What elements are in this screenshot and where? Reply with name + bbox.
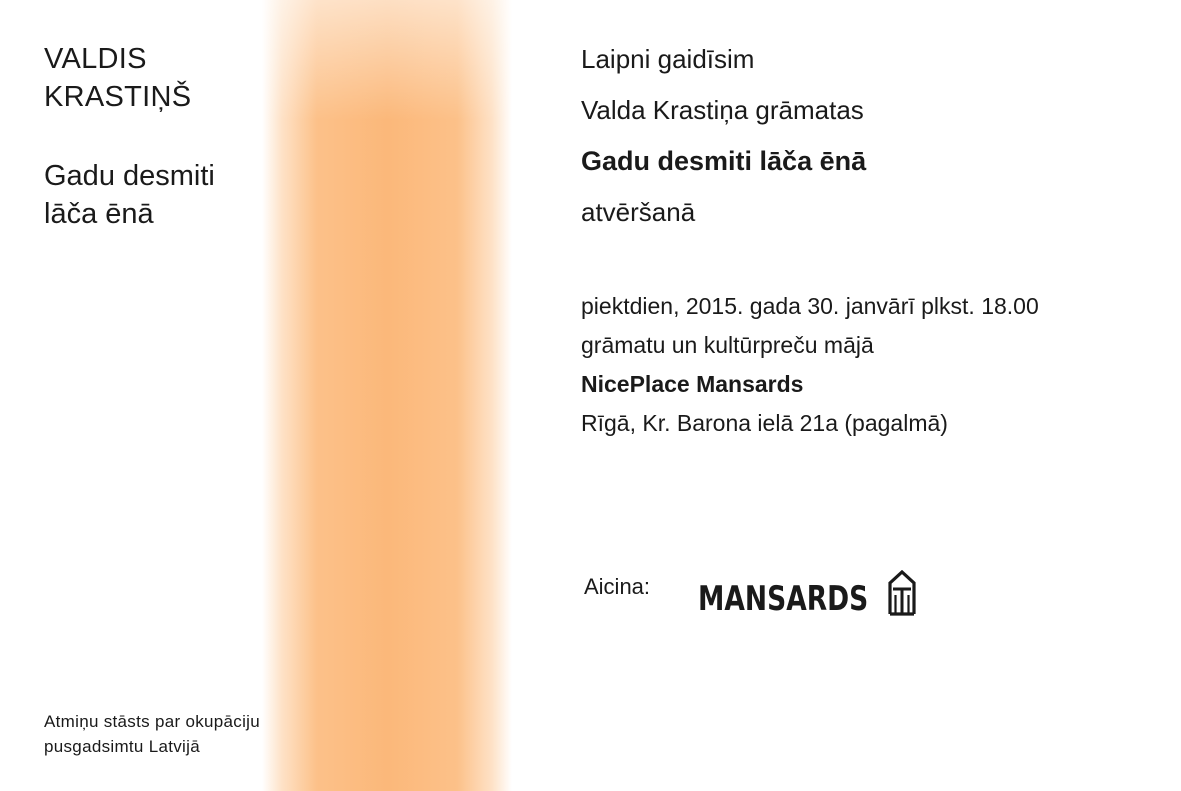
event-venue-name: NicePlace Mansards	[581, 371, 804, 397]
event-address: Rīgā, Kr. Barona ielā 21a (pagalmā)	[581, 410, 948, 436]
invite-line-4: atvēršanā	[581, 197, 696, 227]
orange-gradient-band	[262, 0, 512, 791]
mansards-logo	[698, 570, 917, 619]
event-date: piektdien, 2015. gada 30. janvārī plkst. 18.00	[581, 293, 1039, 319]
book-title-line-1: Gadu desmiti	[44, 160, 215, 192]
host-label: Aicina:	[584, 574, 651, 599]
event-details	[581, 287, 1039, 443]
subtitle-line-2: pusgadsimtu Latvijā	[44, 737, 200, 756]
house-icon	[887, 570, 917, 616]
book-title	[44, 157, 215, 233]
invite-line-1: Laipni gaidīsim	[581, 44, 755, 74]
invite-line-2: Valda Krastiņa grāmatas	[581, 95, 864, 125]
right-column	[581, 0, 1171, 791]
logo-text: MANSARDS	[698, 579, 869, 619]
book-subtitle	[44, 709, 260, 759]
author-line-2: KRASTIŅŠ	[44, 81, 192, 113]
subtitle-line-1: Atmiņu stāsts par okupāciju	[44, 712, 260, 731]
author-line-1: VALDIS	[44, 43, 147, 75]
author-name	[44, 40, 191, 116]
event-venue-type: grāmatu un kultūrpreču mājā	[581, 332, 874, 358]
invitation-text	[581, 34, 866, 238]
book-title-line-2: lāča ēnā	[44, 198, 154, 230]
left-column	[44, 0, 284, 791]
invite-book-title: Gadu desmiti lāča ēnā	[581, 146, 867, 176]
